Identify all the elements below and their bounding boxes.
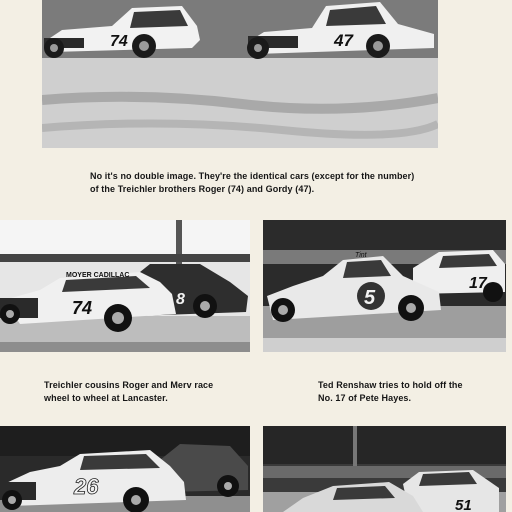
- photo-car-51-image: [263, 426, 506, 512]
- car-number-5-mid: 5: [364, 287, 376, 309]
- car-number-51-bottom: 51: [455, 497, 472, 512]
- car-number-74-top: 74: [110, 33, 128, 50]
- caption-treichler-cousins-line2: wheel to wheel at Lancaster.: [44, 393, 168, 403]
- photo-renshaw-hayes: [263, 220, 506, 352]
- car-roof-lettering: Tint: [355, 252, 367, 259]
- photo-treichler-cousins-image: [0, 220, 250, 352]
- caption-identical-cars-line2: of the Treichler brothers Roger (74) and Gordy (47).: [90, 184, 315, 194]
- photo-renshaw-hayes-image: [263, 220, 506, 352]
- car-sponsor-lettering: MOYER CADILLAC: [66, 272, 130, 279]
- caption-treichler-cousins: [44, 379, 213, 405]
- photo-treichler-cousins: [0, 220, 250, 352]
- car-number-47-top: 47: [334, 31, 353, 50]
- caption-renshaw-hayes-line2: No. 17 of Pete Hayes.: [318, 393, 412, 403]
- caption-renshaw-hayes: [318, 379, 463, 405]
- photo-car-26-image: [0, 426, 250, 512]
- car-number-8-mid: 8: [176, 291, 185, 308]
- caption-treichler-cousins-line1: Treichler cousins Roger and Merv race: [44, 380, 214, 390]
- caption-renshaw-hayes-line1: Ted Renshaw tries to hold off the: [318, 380, 463, 390]
- photo-identical-cars-image: [42, 0, 438, 148]
- photo-car-26: [0, 426, 250, 512]
- photo-car-51: [263, 426, 506, 512]
- car-number-74-mid: 74: [72, 298, 93, 318]
- photo-identical-cars: [42, 0, 438, 148]
- caption-identical-cars-line1: No it's no double image. They're the identical cars (except for the number): [90, 171, 415, 181]
- caption-identical-cars: [90, 170, 414, 196]
- car-number-26-bottom: 26: [74, 474, 99, 499]
- car-number-17-mid: 17: [469, 275, 487, 292]
